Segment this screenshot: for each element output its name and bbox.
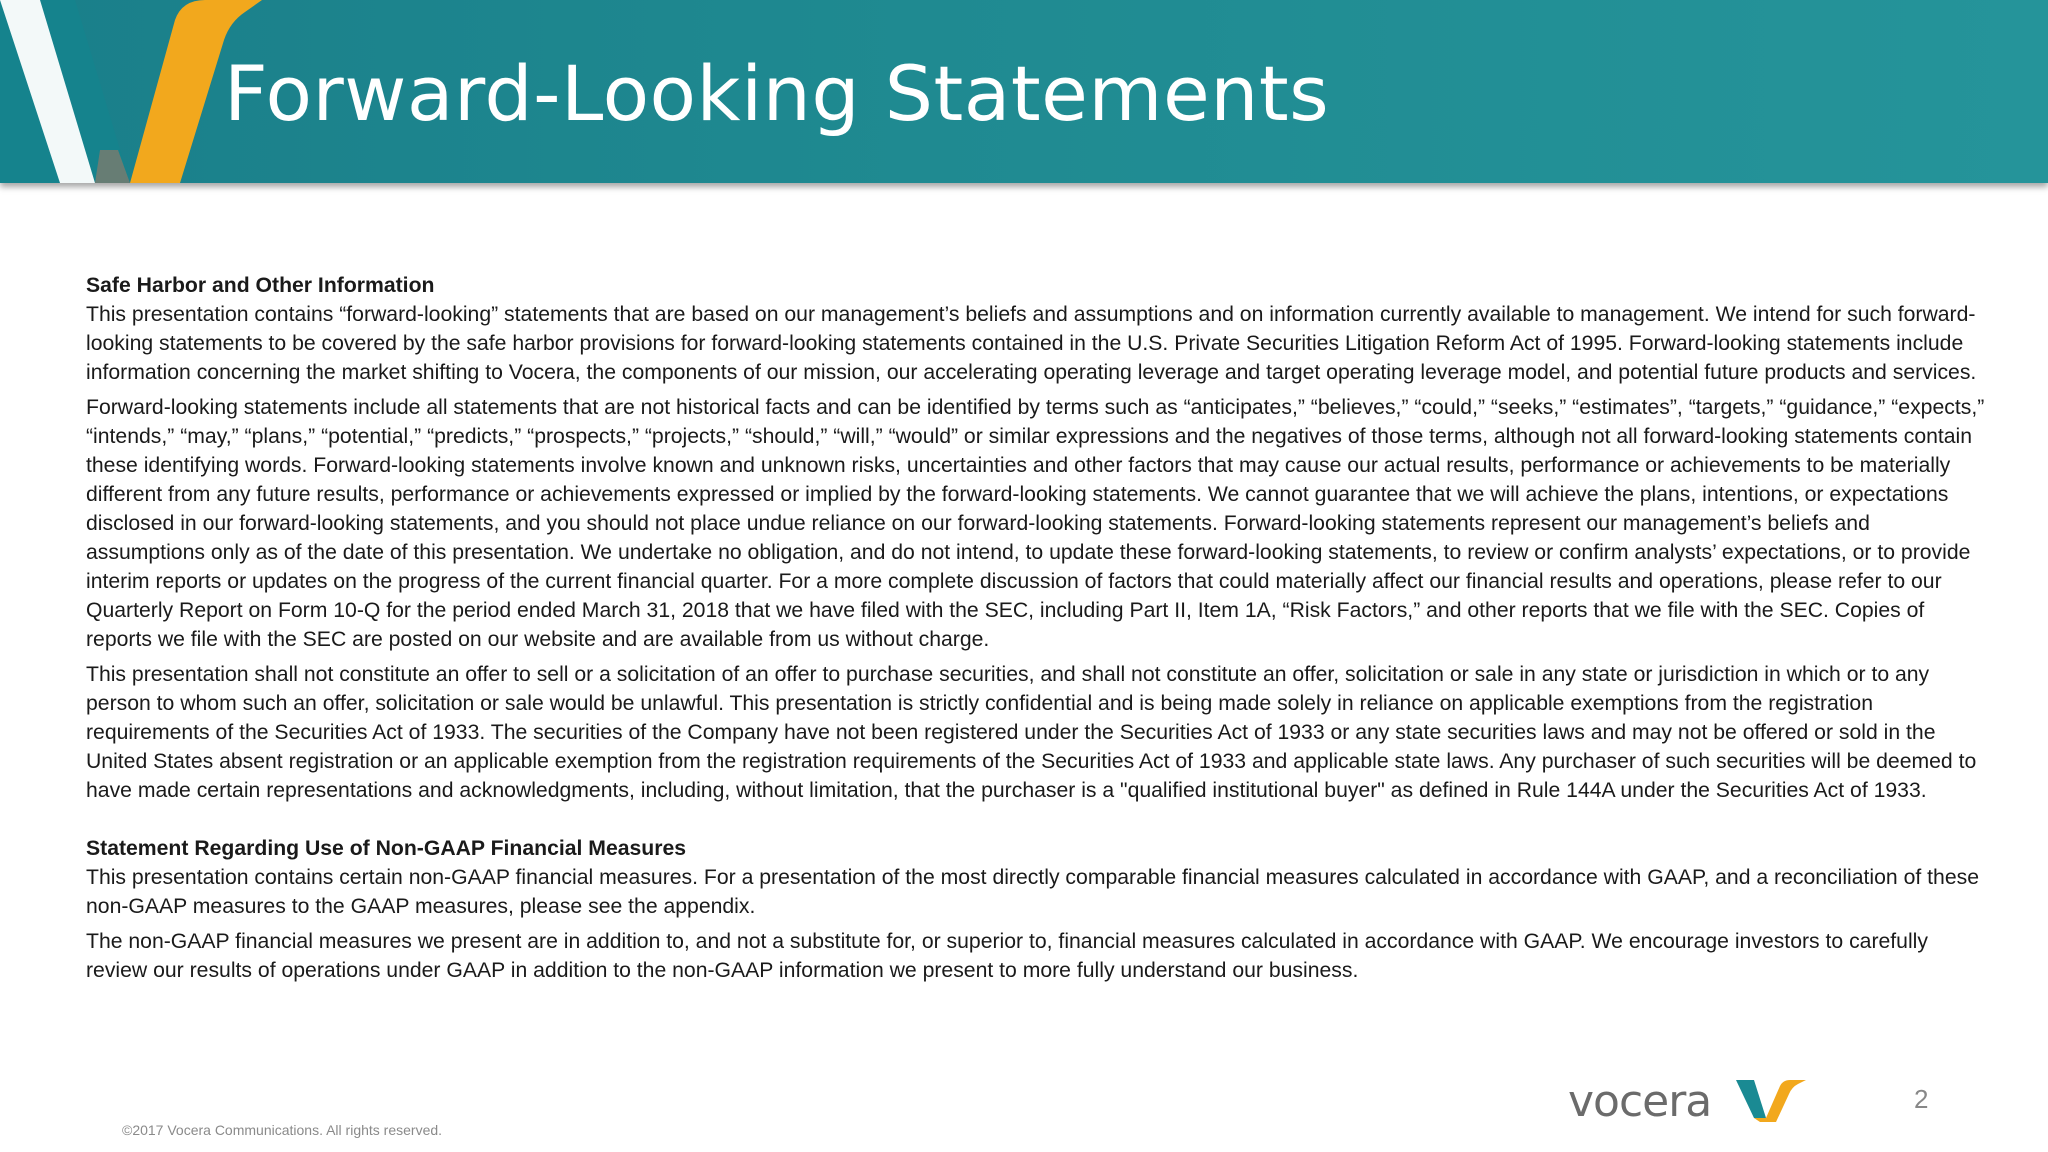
logo-wordmark-text: vocera	[1568, 1078, 1712, 1124]
page-number: 2	[1914, 1084, 1929, 1114]
wordmark-v-icon	[1736, 1080, 1806, 1122]
safe-harbor-paragraph-1: This presentation contains “forward-looking” statements that are based on our management’s beliefs and assumptions and on information currently available to management. We intend for such forward-looking statements to be covered by the safe harbor provisions for forward-looking statements contained in the U.S. Private Securities Litigation Reform Act of 1995. Forward-looking statements include information concerning the market shifting to Vocera, the components of our mission, our accelerating operating leverage and target operating leverage model, and potential future products and services.	[86, 303, 1977, 384]
non-gaap-paragraph-2: The non-GAAP financial measures we present are in addition to, and not a substitute for, or superior to, financial measures calculated in accordance with GAAP. We encourage investors to carefully review our results of operations under GAAP in addition to the non-GAAP information we present to more fully understand our business.	[86, 930, 1928, 982]
slide-body	[86, 271, 1986, 991]
non-gaap-paragraph-1: This presentation contains certain non-GAAP financial measures. For a presentation of the most directly comparable financial measures calculated in accordance with GAAP, and a reconciliation of these non-GAAP measures to the GAAP measures, please see the appendix.	[86, 866, 1979, 918]
slide-title: Forward-Looking Statements	[224, 49, 1330, 138]
safe-harbor-paragraph-3: This presentation shall not constitute an offer to sell or a solicitation of an offer to purchase securities, and shall not constitute an offer, solicitation or sale in any state or jurisdiction in which or to any person to whom such an offer, solicitation or sale would be unlawful. This presentation is strictly confidential and is being made solely in reliance on applicable exemptions from the registration requirements of the Securities Act of 1933. The securities of the Company have not been registered under the Securities Act of 1933 or any state securities laws and may not be offered or sold in the United States absent registration or an applicable exemption from the registration requirements of the Securities Act of 1933 and applicable state laws. Any purchaser of such securities will be deemed to have made certain representations and acknowledgments, including, without limitation, that the purchaser is a "qualified institutional buyer" as defined in Rule 144A under the Securities Act of 1933.	[86, 663, 1977, 802]
section-spacer	[86, 811, 1986, 834]
title-banner	[0, 0, 2048, 183]
safe-harbor-paragraph-2: Forward-looking statements include all statements that are not historical facts and can be identified by terms such as “anticipates,” “believes,” “could,” “seeks,” “estimates”, “targets,” “guidance,” “expects,” “intends,” “may,” “plans,” “potential,” “predicts,” “prospects,” “projects,” “should,” “will,” “would” or similar expressions and the negatives of those terms, although not all forward-looking statements contain these identifying words. Forward-looking statements involve known and unknown risks, uncertainties and other factors that may cause our actual results, performance or achievements to be materially different from any future results, performance or achievements expressed or implied by the forward-looking statements. We cannot guarantee that we will achieve the plans, intentions, or expectations disclosed in our forward-looking statements, and you should not place undue reliance on our forward-looking statements. Forward-looking statements represent our management’s beliefs and assumptions only as of the date of this presentation. We undertake no obligation, and do not intend, to update these forward-looking statements, to review or confirm analysts’ expectations, or to provide interim reports or updates on the progress of the current financial quarter. For a more complete discussion of factors that could materially affect our financial results and operations, please refer to our Quarterly Report on Form 10-Q for the period ended March 31, 2018 that we have filed with the SEC, including Part II, Item 1A, “Risk Factors,” and other reports that we file with the SEC. Copies of reports we file with the SEC are posted on our website and are available from us without charge.	[86, 396, 1985, 651]
safe-harbor-heading: Safe Harbor and Other Information	[86, 274, 435, 297]
non-gaap-heading: Statement Regarding Use of Non-GAAP Financial Measures	[86, 837, 687, 860]
copyright-notice: ©2017 Vocera Communications. All rights reserved.	[122, 1122, 443, 1138]
vocera-wordmark-logo	[1568, 1078, 1808, 1124]
